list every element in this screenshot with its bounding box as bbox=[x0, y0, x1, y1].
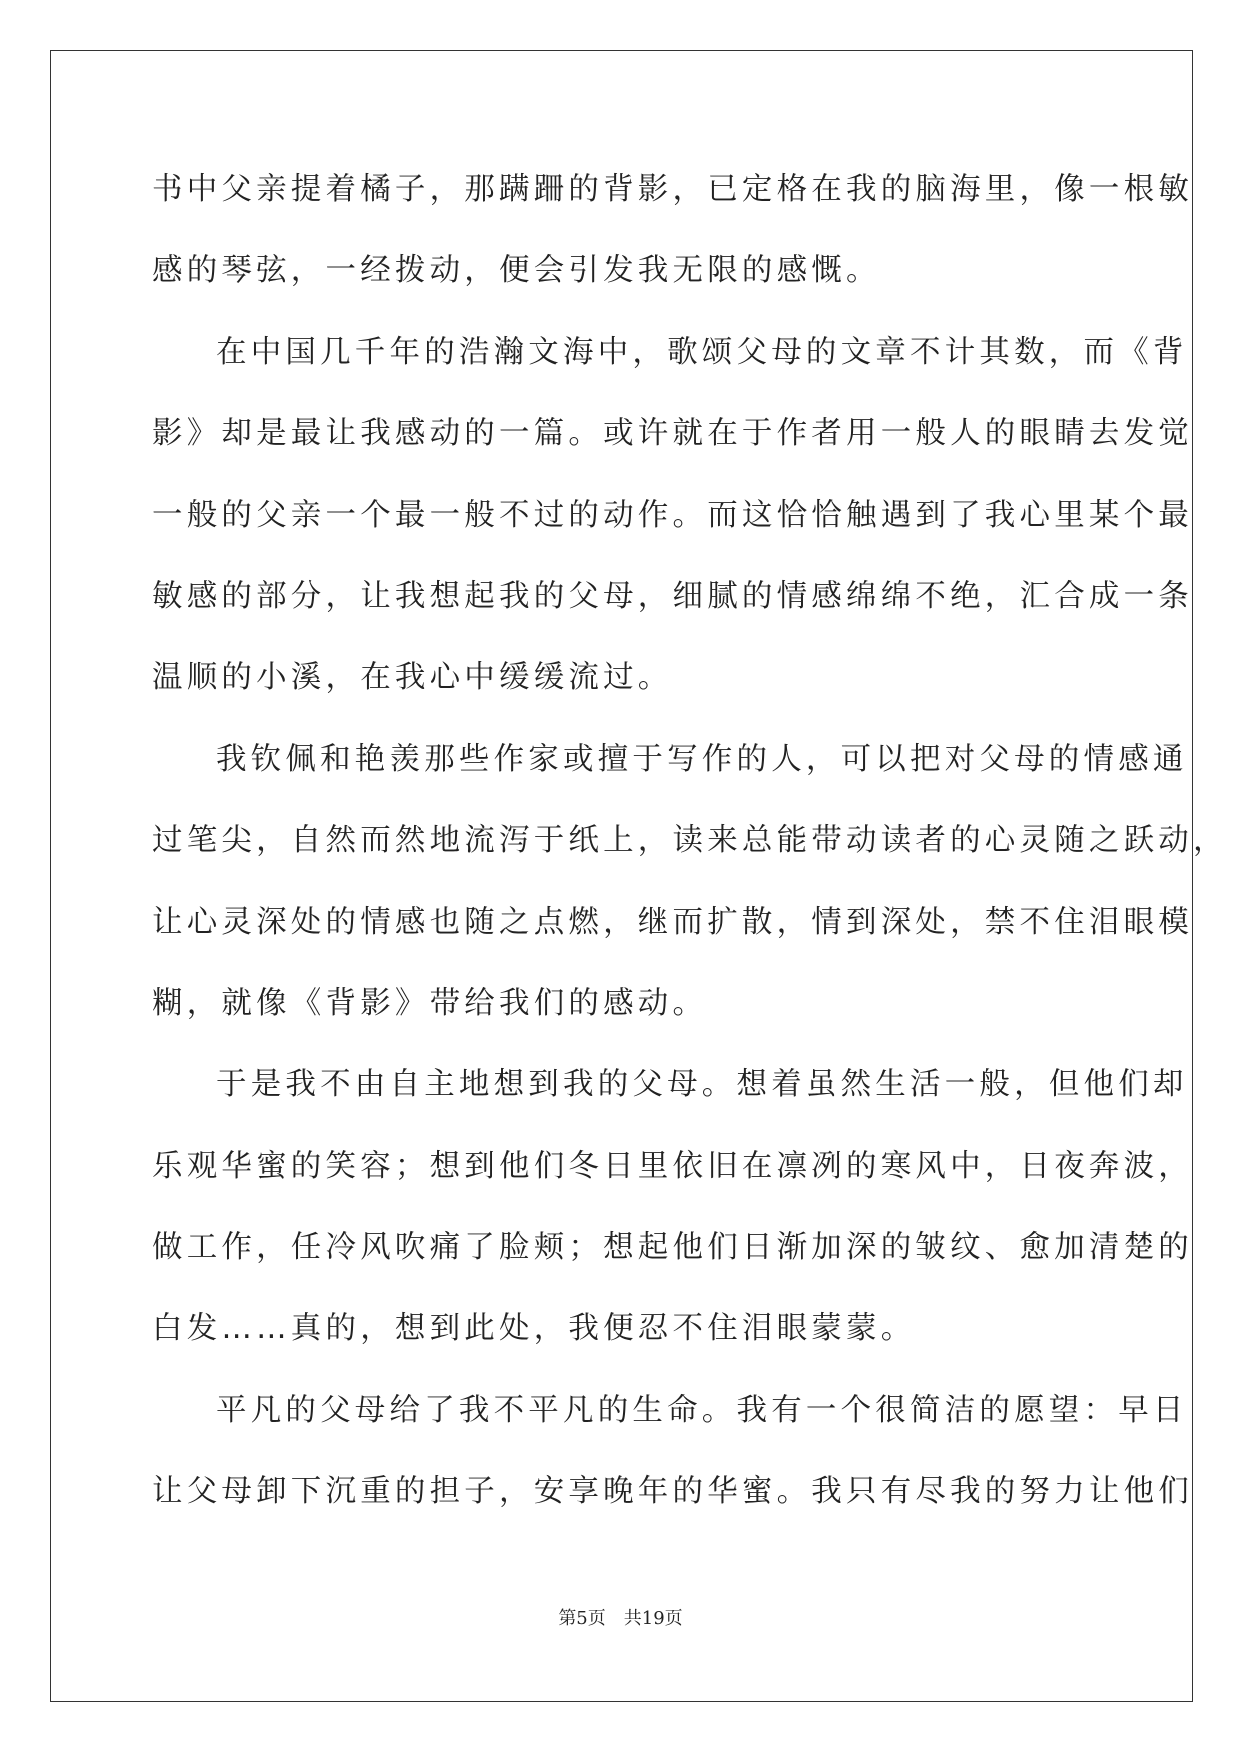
text-line: 过笔尖，自然而然地流泻于纸上，读来总能带动读者的心灵随之跃动， bbox=[152, 823, 1228, 859]
text-line: 影》却是最让我感动的一篇。或许就在于作者用一般人的眼睛去发觉 bbox=[152, 416, 1193, 452]
page-number: 第5页 bbox=[558, 1608, 606, 1629]
page-total: 共19页 bbox=[623, 1608, 683, 1629]
text-line: 糊，就像《背影》带给我们的感动。 bbox=[152, 985, 708, 1021]
text-line: 温顺的小溪，在我心中缓缓流过。 bbox=[152, 660, 673, 696]
text-line: 做工作，任冷风吹痛了脸颊；想起他们日渐加深的皱纹、愈加清楚的 bbox=[152, 1230, 1193, 1266]
text-line: 于是我不由自主地想到我的父母。想着虽然生活一般，但他们却 bbox=[216, 1067, 1188, 1103]
text-line: 乐观华蜜的笑容；想到他们冬日里依旧在凛冽的寒风中，日夜奔波， bbox=[152, 1148, 1193, 1184]
text-line: 白发……真的，想到此处，我便忍不住泪眼蒙蒙。 bbox=[152, 1311, 916, 1347]
text-line: 敏感的部分，让我想起我的父母，细腻的情感绵绵不绝，汇合成一条 bbox=[152, 578, 1193, 614]
text-line: 让心灵深处的情感也随之点燃，继而扩散，情到深处，禁不住泪眼模 bbox=[152, 904, 1193, 940]
text-line: 感的琴弦，一经拨动，便会引发我无限的感慨。 bbox=[152, 253, 881, 289]
text-line: 让父母卸下沉重的担子，安享晚年的华蜜。我只有尽我的努力让他们 bbox=[152, 1474, 1193, 1510]
text-line: 平凡的父母给了我不平凡的生命。我有一个很简洁的愿望：早日 bbox=[216, 1392, 1188, 1428]
text-line: 我钦佩和艳羡那些作家或擅于写作的人，可以把对父母的情感通 bbox=[216, 741, 1188, 777]
text-line: 一般的父亲一个最一般不过的动作。而这恰恰触遇到了我心里某个最 bbox=[152, 497, 1193, 533]
text-line: 在中国几千年的浩瀚文海中，歌颂父母的文章不计其数，而《背 bbox=[216, 334, 1188, 370]
body-text bbox=[152, 160, 1228, 1544]
text-line: 书中父亲提着橘子，那蹒跚的背影，已定格在我的脑海里，像一根敏 bbox=[152, 172, 1193, 207]
page-footer bbox=[0, 1604, 1241, 1630]
